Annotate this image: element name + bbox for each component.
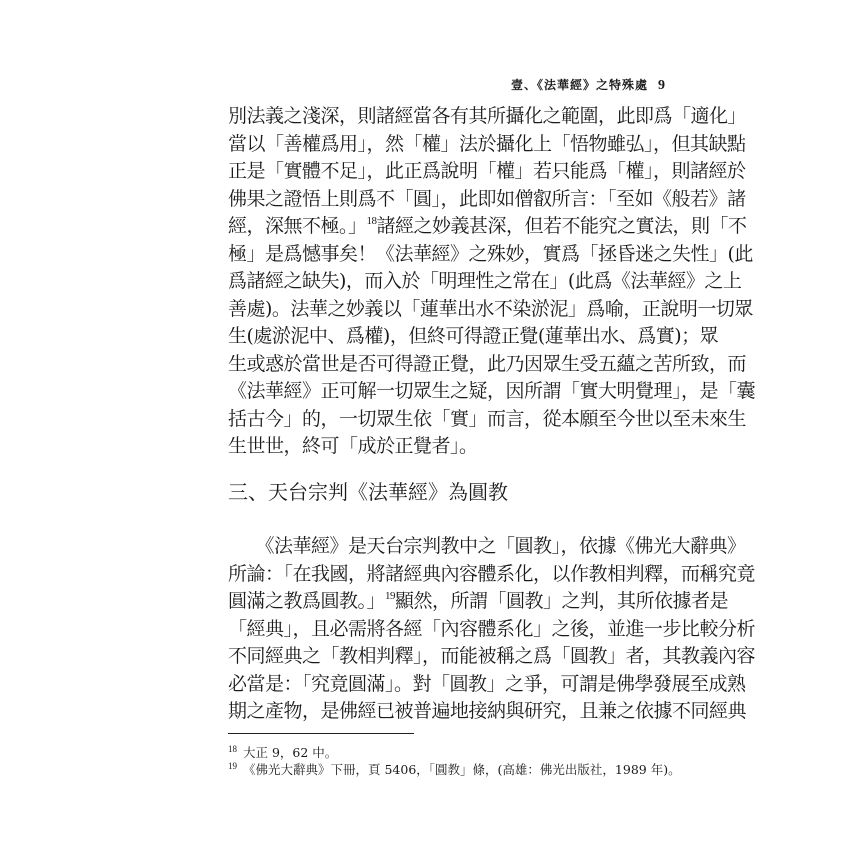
text-line: 必當是：「究竟圓滿」。對「圓教」之爭，可謂是佛學發展至成熟 [228,672,746,695]
running-header [511,76,666,94]
text-line: 善處)。法華之妙義以「蓮華出水不染淤泥」爲喻，正說明一切眾 [228,297,753,320]
text-line: 生世世，終可「成於正覺者」。 [228,435,478,457]
running-title: 壹、《法華經》之特殊處 [510,78,648,92]
text-line: 極」是爲憾事矣！《法華經》之殊妙，實爲「拯昏迷之失性」(此 [228,242,753,265]
text-line: 正是「實體不足」，此正爲說明「權」若只能爲「權」，則諸經於 [228,160,746,182]
text-line: 爲諸經之缺失)，而入於「明理性之常在」(此爲《法華經》之上 [228,270,742,292]
text-line: 不同經典之「教相判釋」，而能被稱之爲「圓教」者，其教義內容 [228,645,756,667]
text-line [228,588,729,616]
paragraph-2 [228,533,756,726]
text-line: 「經典」，且必需將各經「內容體系化」之後，並進一步比較分析 [228,617,756,640]
text-segment: 圓滿之教爲圓教。」 [228,590,386,612]
text-line: 生或惑於當世是否可得證正覺，此乃因眾生受五蘊之苦所致，而 [228,352,747,375]
text-line: 括古今」的，一切眾生依「實」而言，從本願至今世以至未來生 [228,407,747,430]
footnote-19 [228,758,681,778]
text-line: 佛果之證悟上則爲不「圓」，此即如僧叡所言：「至如《般若》諸 [228,187,746,210]
text-line: 期之產物，是佛經已被普遍地接納與研究，且兼之依據不同經典 [228,700,747,722]
text-line [228,213,747,241]
text-segment: 諸經之妙義甚深，但若不能究之實法，則「不 [376,215,747,237]
text-line: 當以「善權爲用」，然「權」法於攝化上「悟物雖弘」，但其缺點 [228,132,746,155]
section-heading: 三、天台宗判《法華經》為圓教 [228,480,508,504]
text-segment: 顯然，所謂「圓教」之判，其所依據者是 [395,590,729,612]
text-line: 所論：「在我國，將諸經典內容體系化，以作教相判釋，而稱究竟 [228,562,756,585]
footnote-number: 18 [228,744,237,754]
paragraph-1 [228,103,756,461]
footnote-reference[interactable]: 18 [366,215,377,227]
text-segment: 經，深無不極。」 [228,215,367,237]
footnote-text: 《佛光大辭典》下冊，頁 5406，「圓教」條，(高雄：佛光出版社，1989 年)。 [243,762,681,778]
text-line: 《法華經》正可解一切眾生之疑，因所謂「實大明覺理」，是「囊 [228,380,756,402]
text-line: 生(處淤泥中、爲權)，但終可得證正覺(蓮華出水、爲實)；眾 [228,325,719,347]
footnote-reference[interactable]: 19 [385,590,396,602]
page-number: 9 [658,78,666,93]
footnote-divider [228,733,414,734]
text-line: 別法義之淺深，則諸經當各有其所攝化之範圍，此即爲「適化」 [228,105,747,127]
footnote-text: 大正 9，62 中。 [243,745,338,761]
footnote-number: 19 [228,761,237,771]
text-line: 《法華經》是天台宗判教中之「圓教」，依據《佛光大辭典》 [228,535,746,557]
